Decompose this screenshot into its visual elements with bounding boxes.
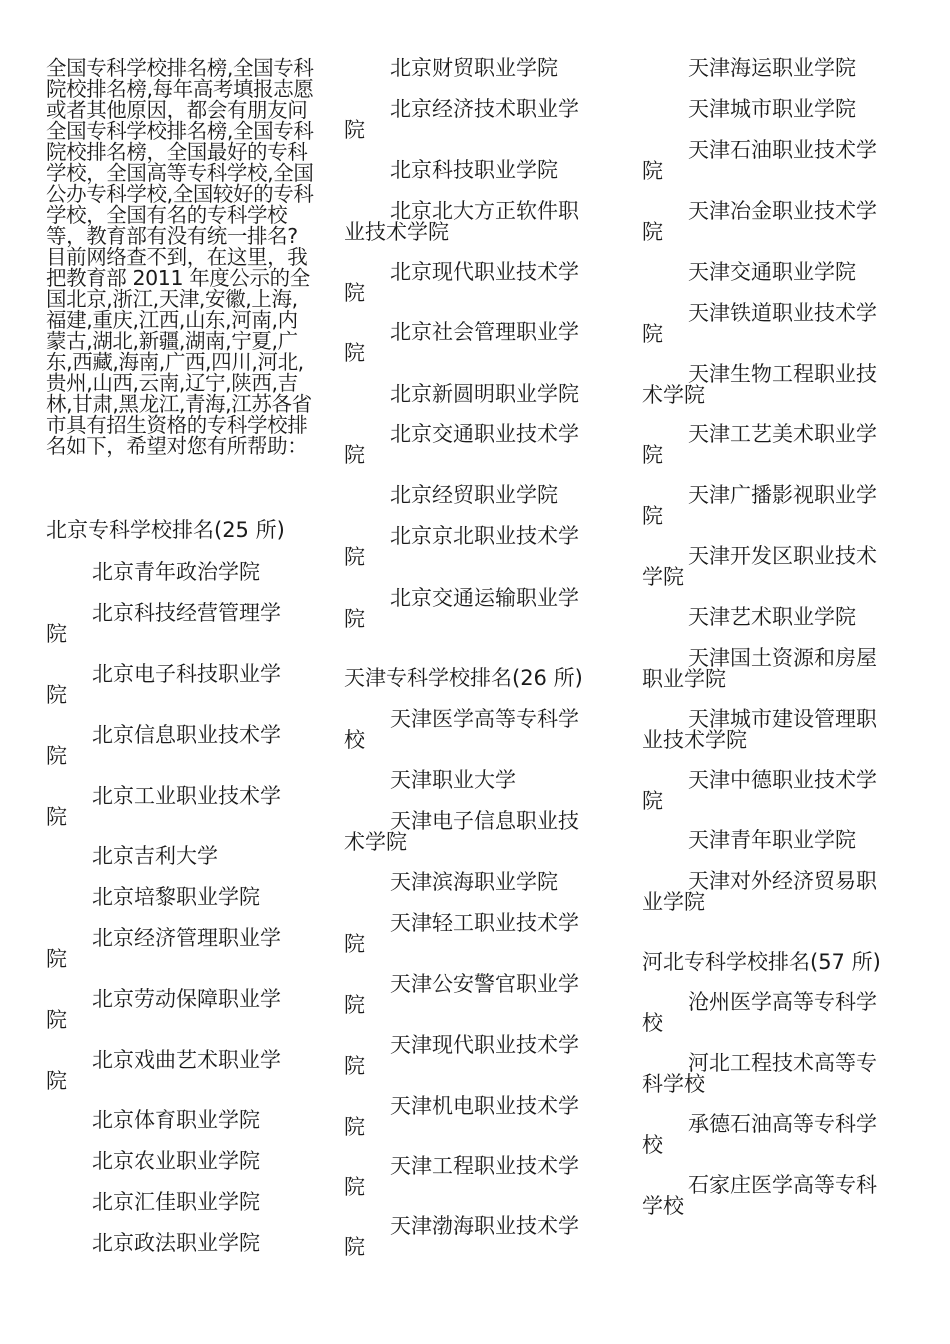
school-name: 北京工业职业技术学	[92, 784, 281, 808]
school-list-item	[344, 526, 612, 568]
school-list-item	[344, 1096, 612, 1138]
school-name: 承德石油高等专科学	[688, 1112, 877, 1136]
school-list-item	[344, 262, 612, 304]
school-list-item	[344, 485, 612, 506]
school-name-continuation: 学院	[642, 565, 684, 589]
school-list-item	[642, 871, 910, 913]
school-name: 石家庄医学高等专科	[688, 1173, 877, 1197]
school-name: 天津渤海职业技术学	[390, 1214, 579, 1238]
school-list-item	[642, 424, 910, 466]
school-name: 天津城市职业学院	[688, 97, 856, 121]
tianjin-heading: 天津专科学校排名(26 所)	[344, 666, 583, 690]
school-name: 北京经贸职业学院	[390, 483, 558, 507]
school-name: 北京科技经营管理学	[92, 601, 281, 625]
school-name: 北京农业职业学院	[92, 1149, 260, 1173]
school-name: 北京经济管理职业学	[92, 926, 281, 950]
school-name: 北京交通运输职业学	[390, 586, 579, 610]
school-name: 天津机电职业技术学	[390, 1094, 579, 1118]
school-name: 河北工程技术高等专	[688, 1051, 877, 1075]
school-list-item	[344, 1035, 612, 1077]
school-list-item	[642, 1053, 910, 1095]
school-name-continuation: 院	[344, 341, 365, 365]
school-list-item	[46, 1050, 314, 1092]
school-name-continuation: 院	[46, 744, 67, 768]
school-name: 北京经济技术职业学	[390, 97, 579, 121]
school-list-item	[344, 974, 612, 1016]
school-name-continuation: 业技术学院	[642, 728, 747, 752]
school-name: 天津广播影视职业学	[688, 483, 877, 507]
school-list-item	[46, 725, 314, 767]
school-name-continuation: 院	[642, 789, 663, 813]
school-name-continuation: 院	[344, 1235, 365, 1259]
school-name-continuation: 院	[46, 1069, 67, 1093]
school-list-item	[642, 140, 910, 182]
school-list-item	[344, 99, 612, 141]
school-name: 北京信息职业技术学	[92, 723, 281, 747]
school-list-item	[642, 770, 910, 812]
school-name: 北京戏曲艺术职业学	[92, 1048, 281, 1072]
school-list-item	[344, 709, 612, 751]
school-list-item	[642, 58, 910, 79]
school-name: 天津生物工程职业技	[688, 362, 877, 386]
school-name: 北京现代职业技术学	[390, 260, 579, 284]
school-name: 天津冶金职业技术学	[688, 199, 877, 223]
school-name: 北京新圆明职业学院	[390, 382, 579, 406]
school-list-item	[642, 607, 910, 628]
school-list-item	[344, 770, 612, 791]
school-name: 天津交通职业学院	[688, 260, 856, 284]
school-name-continuation: 院	[46, 683, 67, 707]
school-name: 北京科技职业学院	[390, 158, 558, 182]
school-list-item	[344, 424, 612, 466]
school-list-item	[642, 830, 910, 851]
school-list-item	[46, 887, 314, 908]
school-list-item	[344, 1156, 612, 1198]
school-name: 天津青年职业学院	[688, 828, 856, 852]
school-name: 天津石油职业技术学	[688, 138, 877, 162]
school-list-item	[46, 603, 314, 645]
school-list-item	[46, 786, 314, 828]
school-name-continuation: 术学院	[642, 383, 705, 407]
school-name-continuation: 院	[344, 607, 365, 631]
school-name: 北京电子科技职业学	[92, 662, 281, 686]
school-list-item	[344, 384, 612, 405]
school-name-continuation: 院	[46, 805, 67, 829]
school-name: 天津铁道职业技术学	[688, 301, 877, 325]
intro-paragraph: 全国专科学校排名榜,全国专科院校排名榜,每年高考填报志愿或者其他原因，都会有朋友问全国专科学校排名榜,全国专科院校排名榜，全国最好的专科学校，全国高等专科学校,全国公办专科学校,全国较好的专科学校，全国有名的专科学校等，教育部有没有统一排名?目前网络查不到，在这里，我把教育部 2011 年度公示的全国北京,浙江,天津,安徽,上海,福建,重庆,江西,山东,河南,内蒙古,湖北,新疆,湖南,宁夏,广东,西藏,海南,广西,四川,河北,贵州,山西,云南,辽宁,陕西,吉林,甘肃,黑龙江,青海,江苏各省市具有招生资格的专科学校排名如下，希望对您有所帮助：	[46, 56, 314, 458]
school-name: 天津工艺美术职业学	[688, 422, 877, 446]
school-name: 天津艺术职业学院	[688, 605, 856, 629]
school-list-item	[46, 1233, 314, 1254]
school-list-item	[642, 1114, 910, 1156]
school-name-continuation: 院	[344, 1115, 365, 1139]
school-list-item	[344, 58, 612, 79]
school-name-continuation: 院	[344, 993, 365, 1017]
school-name: 天津城市建设管理职	[688, 707, 877, 731]
school-name: 北京京北职业技术学	[390, 524, 579, 548]
school-list-item	[642, 364, 910, 406]
school-name: 天津对外经济贸易职	[688, 869, 877, 893]
school-name: 天津职业大学	[390, 768, 516, 792]
school-name-continuation: 术学院	[344, 830, 407, 854]
school-name-continuation: 院	[344, 281, 365, 305]
school-list-item	[344, 913, 612, 955]
school-name: 天津工程职业技术学	[390, 1154, 579, 1178]
school-list-item	[46, 846, 314, 867]
school-name: 天津轻工职业技术学	[390, 911, 579, 935]
school-name: 天津中德职业技术学	[688, 768, 877, 792]
school-name-continuation: 校	[642, 1011, 663, 1035]
school-list-item	[46, 1151, 314, 1172]
school-list-item	[642, 546, 910, 588]
school-name: 北京汇佳职业学院	[92, 1190, 260, 1214]
school-name-continuation: 院	[46, 1008, 67, 1032]
school-list-item	[344, 160, 612, 181]
school-list-item	[642, 648, 910, 690]
school-name: 天津现代职业技术学	[390, 1033, 579, 1057]
school-name-continuation: 院	[642, 322, 663, 346]
school-name-continuation: 校	[344, 728, 365, 752]
school-name-continuation: 职业学院	[642, 667, 726, 691]
school-name-continuation: 院	[642, 504, 663, 528]
school-name-continuation: 院	[344, 1175, 365, 1199]
school-name-continuation: 院	[46, 947, 67, 971]
school-list-item	[344, 811, 612, 853]
school-list-item	[642, 262, 910, 283]
school-name: 天津公安警官职业学	[390, 972, 579, 996]
school-name: 天津医学高等专科学	[390, 707, 579, 731]
school-name: 北京劳动保障职业学	[92, 987, 281, 1011]
school-name-continuation: 学校	[642, 1194, 684, 1218]
school-name: 天津国土资源和房屋	[688, 646, 877, 670]
school-list-item	[642, 485, 910, 527]
hebei-heading: 河北专科学校排名(57 所)	[642, 950, 881, 974]
school-name-continuation: 院	[344, 932, 365, 956]
school-list-item	[344, 588, 612, 630]
school-name-continuation: 院	[344, 118, 365, 142]
school-name: 天津开发区职业技术	[688, 544, 877, 568]
beijing-heading: 北京专科学校排名(25 所)	[46, 518, 285, 542]
school-name-continuation: 校	[642, 1133, 663, 1157]
school-list-item	[344, 1216, 612, 1258]
school-list-item	[344, 322, 612, 364]
school-name: 北京青年政治学院	[92, 560, 260, 584]
school-name-continuation: 院	[344, 1054, 365, 1078]
school-name-continuation: 院	[642, 159, 663, 183]
school-name: 北京吉利大学	[92, 844, 218, 868]
school-name: 天津海运职业学院	[688, 56, 856, 80]
school-list-item	[46, 1110, 314, 1131]
school-list-item	[642, 709, 910, 751]
school-name: 北京交通职业技术学	[390, 422, 579, 446]
school-list-item	[46, 1192, 314, 1213]
school-name-continuation: 业技术学院	[344, 220, 449, 244]
school-name-continuation: 院	[344, 545, 365, 569]
school-name-continuation: 科学校	[642, 1072, 705, 1096]
school-name: 沧州医学高等专科学	[688, 990, 877, 1014]
school-name-continuation: 院	[46, 622, 67, 646]
school-list-item	[46, 989, 314, 1031]
school-name-continuation: 院	[344, 443, 365, 467]
school-list-item	[642, 992, 910, 1034]
school-name: 天津电子信息职业技	[390, 809, 579, 833]
school-list-item	[642, 99, 910, 120]
school-name: 北京体育职业学院	[92, 1108, 260, 1132]
school-name: 天津滨海职业学院	[390, 870, 558, 894]
school-name: 北京培黎职业学院	[92, 885, 260, 909]
school-name: 北京社会管理职业学	[390, 320, 579, 344]
school-list-item	[46, 664, 314, 706]
school-name: 北京政法职业学院	[92, 1231, 260, 1255]
school-name-continuation: 业学院	[642, 890, 705, 914]
school-name-continuation: 院	[642, 220, 663, 244]
school-name: 北京北大方正软件职	[390, 199, 579, 223]
school-list-item	[642, 201, 910, 243]
school-list-item	[642, 1175, 910, 1217]
school-list-item	[46, 928, 314, 970]
school-list-item	[46, 562, 314, 583]
school-name: 北京财贸职业学院	[390, 56, 558, 80]
school-list-item	[344, 201, 612, 243]
school-list-item	[344, 872, 612, 893]
school-list-item	[642, 303, 910, 345]
school-name-continuation: 院	[642, 443, 663, 467]
